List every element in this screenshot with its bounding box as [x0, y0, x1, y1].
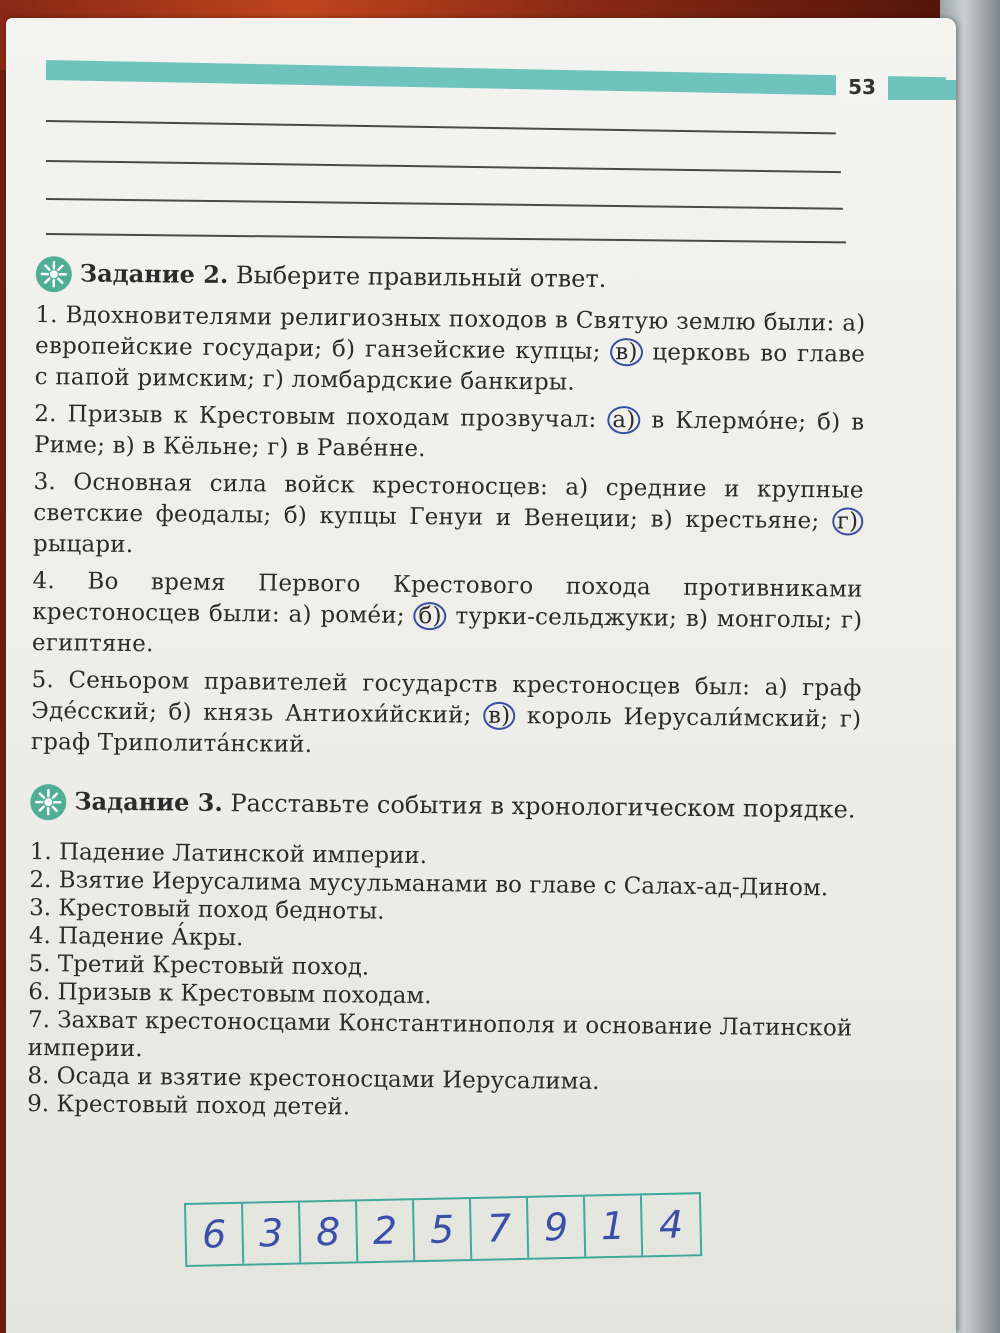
question: [34, 399, 865, 470]
list-item: 6. Призыв к Крестовым походам.: [28, 978, 432, 1010]
circled-answer: г): [832, 507, 864, 535]
answer-cell[interactable]: 4: [658, 1202, 684, 1248]
answer-line: [46, 233, 846, 243]
circled-answer: б): [413, 602, 447, 630]
question: [31, 665, 862, 767]
task3-label: Задание 3.: [74, 786, 223, 817]
header-tab: [886, 80, 956, 100]
task2-title: [80, 258, 607, 294]
question-text: в Клермо́не; б) в Риме; в) в Кёльне; г) в Раве́нне.: [33, 407, 865, 463]
list-item: 4. Падение А́кры.: [28, 922, 244, 952]
question-text: рыцари.: [32, 530, 134, 559]
answer-line: [46, 160, 841, 173]
question: [32, 566, 863, 668]
page-number: 53: [836, 72, 888, 102]
task3-instruction: Расставьте события в хронологическом порядке.: [230, 789, 856, 824]
question-text: 2. Призыв к Крестовым походам прозвучал:: [34, 400, 608, 433]
answer-cell[interactable]: 5: [414, 1199, 472, 1260]
answer-cell[interactable]: 9: [528, 1197, 586, 1258]
question-text: 4. Во время Первого Крестового похода противниками крестоносцев были: а) роме́и;: [32, 567, 863, 629]
task2-heading: [36, 258, 866, 301]
answer-cell[interactable]: 3: [243, 1203, 301, 1264]
answer-grid: [184, 1192, 702, 1267]
task2-instruction: Выберите правильный ответ.: [235, 261, 607, 293]
events-list: [27, 838, 860, 1127]
list-item: 7. Захват крестоносцами Константинополя и основание Латинской империи.: [27, 1006, 853, 1063]
question: [35, 300, 866, 402]
list-item: 3. Крестовый поход бедноты.: [29, 894, 385, 925]
question-text: турки-сельджуки; в) монголы; г) египтяне.: [31, 603, 863, 658]
answer-cell[interactable]: 8: [300, 1201, 358, 1262]
question-text: церковь во главе с папой римским; г) ломбардские банкиры.: [34, 339, 866, 396]
question-text: 1. Вдохновителями религиозных походов в Святую землю были: а) европейские государи; б) ганзейские купцы;: [34, 301, 866, 366]
question-text: 3. Основная сила войск крестоносцев: а) средние и крупные светские феодалы; б) купцы Генуи и Венеции; в) крестьяне;: [33, 468, 864, 535]
answer-cell[interactable]: 6: [186, 1204, 244, 1265]
textbook-page: [6, 18, 956, 1333]
task3-title: [74, 786, 855, 824]
question-text: король Иерусали́мский; г) граф Триполита́нский.: [30, 703, 862, 758]
circled-answer: а): [607, 406, 640, 434]
flower-icon: [30, 784, 66, 820]
question: [33, 467, 864, 569]
task3-heading: [30, 786, 860, 829]
answer-cell[interactable]: 7: [471, 1198, 529, 1259]
answer-cell[interactable]: 1: [585, 1195, 643, 1256]
header-band: [46, 60, 946, 97]
list-item: 2. Взятие Иерусалима мусульманами во главе с Салах-ад-Дином.: [29, 866, 829, 902]
page-content: [27, 258, 866, 1127]
question-text: 5. Сеньором правителей государств крестоносцев был: а) граф Эде́сский; б) князь Антиохи́йский;: [31, 666, 862, 729]
list-item: 9. Крестовый поход детей.: [27, 1090, 351, 1121]
list-item: 1. Падение Латинской империи.: [29, 838, 428, 870]
list-item: 5. Третий Крестовый поход.: [28, 950, 370, 981]
task2-label: Задание 2.: [79, 258, 229, 290]
circled-answer: в): [610, 338, 643, 366]
answer-line: [46, 120, 836, 134]
list-item: 8. Осада и взятие крестоносцами Иерусалима.: [27, 1062, 600, 1095]
answer-line: [46, 198, 843, 210]
answer-cell[interactable]: 2: [357, 1200, 415, 1261]
flower-icon: [36, 256, 72, 292]
circled-answer: в): [483, 702, 516, 730]
